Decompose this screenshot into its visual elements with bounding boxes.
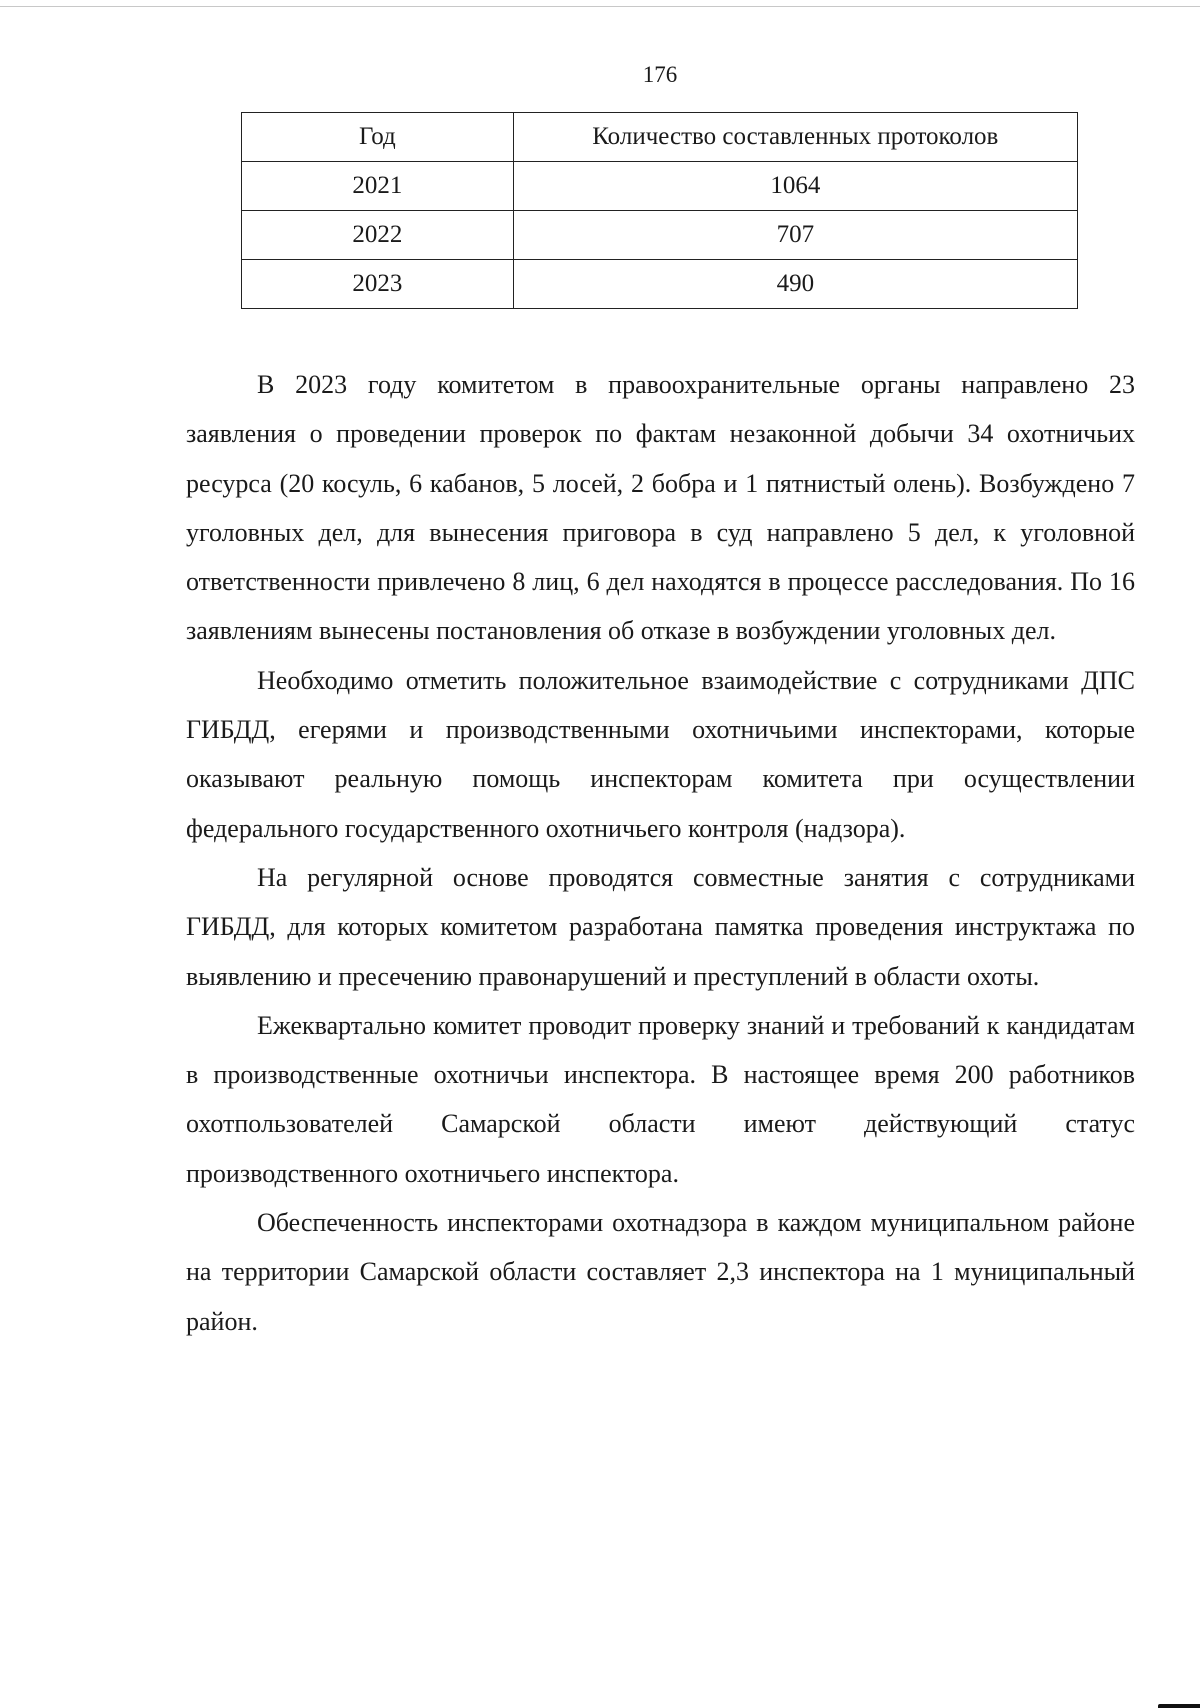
table-row (242, 260, 1078, 309)
header-year: Год (242, 113, 514, 162)
cell-year: 2021 (242, 162, 514, 211)
cell-count: 490 (513, 260, 1077, 309)
paragraph-inspector-coverage: Обеспеченность инспекторами охотнадзора в каждом муниципальном районе на территории Самарской области составляет 2,3 инспектора на 1 муниципальный район. (186, 1208, 1135, 1336)
cell-count: 1064 (513, 162, 1077, 211)
body-text (186, 360, 1135, 1346)
cell-year: 2022 (242, 211, 514, 260)
table-row (242, 162, 1078, 211)
table-header-row (242, 113, 1078, 162)
paragraph-criminal-cases: В 2023 году комитетом в правоохранительные органы направлено 23 заявления о проведении проверок по фактам незаконной добычи 34 охотничьих ресурса (20 косуль, 6 кабанов, 5 лосей, 2 бобра и 1 пятнистый олень). Возбуждено 7 уголовных дел, для вынесения приговора в суд направлено 5 дел, к уголовной ответственности привлечено 8 лиц, 6 дел находятся в процессе расследования. По 16 заявлениям вынесены постановления об отказе в возбуждении уголовных дел. (186, 370, 1135, 646)
paragraph-cooperation: Необходимо отметить положительное взаимодействие с сотрудниками ДПС ГИБДД, егерями и производственными охотничьими инспекторами, которые оказывают реальную помощь инспекторам комитета при осуществлении федерального государственного охотничьего контроля (надзора). (186, 665, 1135, 843)
cell-count: 707 (513, 211, 1077, 260)
paragraph-joint-training: На регулярной основе проводятся совместные занятия с сотрудниками ГИБДД, для которых комитетом разработана памятка проведения инструктажа по выявлению и пресечению правонарушений и преступлений в области охоты. (186, 862, 1135, 991)
page-number: 176 (642, 62, 678, 87)
table-row (242, 211, 1078, 260)
cell-year: 2023 (242, 260, 514, 309)
header-protocol-count: Количество составленных протоколов (513, 113, 1077, 162)
paragraph-inspector-exams: Ежеквартально комитет проводит проверку знаний и требований к кандидатам в производственные охотничьи инспектора. В настоящее время 200 работников охотпользователей Самарской области имеют действующий статус производственного охотничьего инспектора. (186, 1010, 1135, 1188)
scan-top-edge (0, 6, 1200, 7)
scan-corner-mark (1158, 1704, 1200, 1708)
protocols-table (241, 112, 1078, 309)
